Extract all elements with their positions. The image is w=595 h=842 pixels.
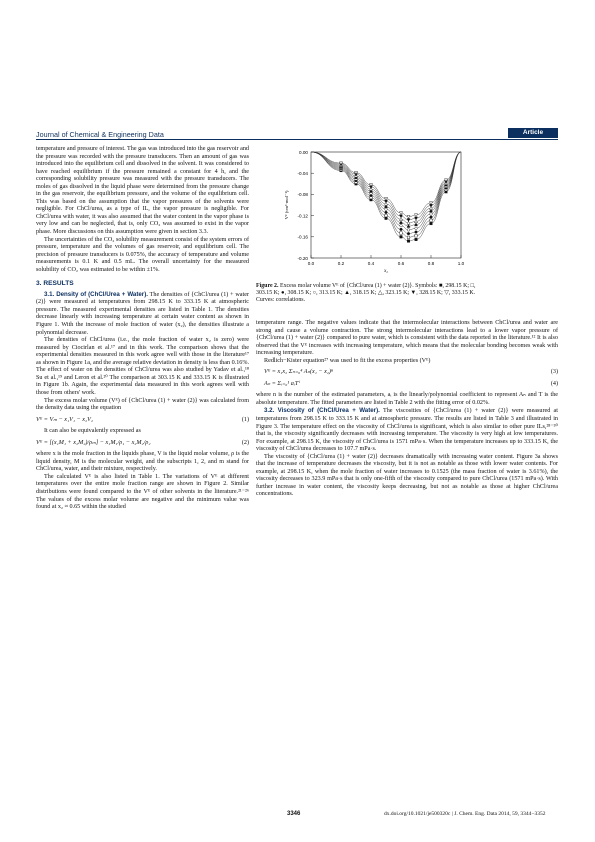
y-tick-label: 0.00	[299, 149, 308, 155]
equation-3	[256, 369, 558, 377]
caption-label: Figure 2.	[256, 283, 279, 289]
x-axis-label: x₂	[384, 269, 388, 274]
subsection-heading: 3.1. Density of (ChCl/Urea + Water).	[44, 290, 148, 298]
data-point	[385, 211, 388, 214]
data-point	[415, 234, 418, 237]
equation-text: Vᴱ = [(x₁M₁ + x₂M₂)/ρₘ] − x₁M₁/ρ₁ − x₂M₂/ρ₂	[36, 439, 151, 446]
data-point	[430, 222, 433, 225]
paragraph: The densities of ChCl/urea (i.e., the mole fraction of water x₂ is zero) were measured by Ciocirlan et al.¹⁷ and in this work. The comparison shows that the experimental densities measured in this work agree well with those in the literature¹⁷ as shown in Figure 1a, and the average relative deviation in density is less than 0.16%. The effect of water on the densities of ChCl/urea was also studied by Yadav et al.,¹⁸ Su et al.,¹⁹ and Leron et al.²⁰ The comparison at 303.15 K and 333.15 K is illustrated in Figure 1b. Again, the experimental data measured in this work agrees well with those from others' work.	[36, 337, 249, 396]
equation-text: Aₙ = Σᵢ₌₀¹ aᵢTⁱ	[264, 380, 300, 387]
y-tick-label: -0.12	[297, 213, 308, 219]
x-tick-label: 0.6	[397, 261, 405, 266]
data-point	[400, 228, 403, 231]
x-tick-label: 0.2	[337, 261, 345, 266]
paragraph: Redlich−Kister equation²⁷ was used to fit the excess properties (Vᴱ)	[264, 357, 431, 364]
paragraph: The calculated Vᴱ is also listed in Table 1. The variations of Vᴱ at different temperatures over the entire mole fraction range are shown in Figure 2. Similar distributions were found compared to the Vᴱ of other solvents in the literature.²¹⁻²⁶ The values of the excess molar volume are negative and the minimum value was found at x₂ ≈ 0.65 within the studied	[36, 473, 249, 511]
paragraph: temperature range. The negative values indicate that the intermolecular interactions between ChCl/urea and water are strong and cause a volume contraction. The strong intermolecular interactions lead to a lower vapor pressure of {ChCl/urea (1) + water (2)} compared to pure water, which is consistent with the data reported in the literature.¹² It is also observed that the Vᴱ increases with increasing temperature, which means that the molecular bonding becomes weak with increasing temperature.	[256, 320, 558, 357]
equation-2	[36, 440, 249, 448]
data-point	[400, 224, 403, 227]
header-rule	[36, 139, 558, 140]
series-curve	[311, 152, 461, 241]
data-point	[407, 240, 410, 243]
doi-footer: dx.doi.org/10.1021/je500320c | J. Chem. Eng. Data 2014, 59, 3344−3352	[384, 811, 546, 817]
paragraph-text: The viscosities of {ChCl/urea (1) + water (2)} were measured at temperatures from 298.15 K to 333.15 K and at atmospheric pressure. The results are listed in Table 3 and illustrated in Figure 3. The temperature effect on the viscosity of ChCl/urea is significant, which is also similar to other pure ILs,²⁸⁻³⁰ that is, the viscosity significantly decreases with increasing temperature. The viscosity is very high at low temperatures. For example, at 298.15 K, the viscosity of ChCl/urea is 1571 mPa·s. When the temperature increases up to 333.15 K, the viscosity of ChCl/urea decreases to 107.7 mPa·s.	[256, 408, 558, 453]
data-point	[415, 231, 418, 234]
data-point	[415, 238, 418, 241]
data-point	[385, 208, 388, 211]
paragraph: The viscosity of {ChCl/urea (1) + water (2)} decreases dramatically with increasing water content. Figure 3a shows that the increase of temperature decreases the viscosity, but it is not as notable as those with lower water contents. For example, at 298.15 K, when the mole fraction of water increases to 0.1525 (the mass fraction of water is 3.61%), the viscosity decreases to 323.9 mPa·s that is only one-fifth of the viscosity compared to pure ChCl/urea (1571 mPa·s). With further increase in water content, the viscosity keeps decreasing, but not as notable as those at higher ChCl/urea concentrations.	[256, 453, 558, 498]
equation-1	[36, 417, 249, 425]
equation-number: (2)	[241, 439, 249, 446]
data-point	[407, 236, 410, 239]
data-point	[407, 232, 410, 235]
equation-number: (1)	[241, 416, 249, 423]
data-point	[385, 214, 388, 217]
paragraph-text: The densities of {ChCl/urea (1) + water (2)} were measured at temperatures from 298.15 K to 333.15 K at atmospheric pressure. The measured experimental densities are listed in Table 1. The densities decrease linearly with increasing temperature at certain water content as shown in Figure 1. With the increase of mole fraction of water (x₂), the densities illustrate a polynomial decrease.	[36, 291, 249, 336]
caption-text: Excess molar volume Vᴱ of {ChCl/urea (1) + water (2)}. Symbols: ■, 298.15 K; □, 303.15 K; ●, 308.15 K; ○, 313.15 K; ▲, 318.15 K; △, 323.15 K; ▼, 328.15 K; ▽, 333.15 K. Curves: correlations.	[256, 283, 476, 304]
figure-caption	[256, 283, 486, 305]
data-point	[407, 215, 410, 218]
journal-title: Journal of Chemical & Engineering Data	[36, 130, 164, 139]
paragraph: The uncertainties of the CO₂ solubility measurement consist of the system errors of pressure, temperature and the volumes of gas reservoir, and equilibrium cell. The precision of pressure transducers is 0.075%, the accuracy of temperature and volume measurements is 0.1 K and 0.5 mL. The overall uncertainty for the measured solubility of CO₂ was estimated to be within ±1%.	[36, 236, 249, 273]
paragraph	[36, 291, 249, 337]
y-tick-label: -0.20	[297, 255, 308, 261]
equation-number: (4)	[550, 380, 558, 387]
equation-text: Vᴱ = x₁x₂ Σₙ₌₀⁴ Aₙ(x₁ − x₂)ⁿ	[264, 369, 333, 376]
excess-volume-chart	[281, 146, 469, 278]
page-number: 3346	[287, 811, 301, 817]
subsection-heading: 3.2. Viscosity of (ChCl/Urea + Water).	[264, 407, 380, 415]
y-tick-label: -0.08	[297, 192, 308, 198]
equation-text: Vᴱ = Vₘ − x₁V₁ − x₂V₂	[36, 416, 93, 423]
y-tick-label: -0.04	[297, 171, 308, 176]
series-curve	[311, 152, 461, 234]
data-point	[400, 236, 403, 239]
x-tick-label: 0.0	[307, 261, 315, 266]
article-badge: Article	[508, 128, 558, 138]
data-point	[407, 219, 410, 222]
data-point	[407, 229, 410, 232]
paragraph: The excess molar volume (Vᴱ) of {ChCl/urea (1) + water (2)} was calculated from the density data using the equation	[36, 397, 249, 412]
data-point	[385, 217, 388, 220]
data-point	[430, 216, 433, 219]
paragraph: It can also be equivalently expressed as	[44, 428, 141, 435]
data-point	[430, 213, 433, 216]
paragraph: temperature and pressure of interest. The gas was introduced into the gas reservoir and the pressure was recorded with the pressure transducers. Then an amount of gas was introduced into the equilibrium cell and dissolved in the solvent. It was considered to have reached equilibrium if the pressure remained a constant for 4 h, and the corresponding solubility pressure was measured with the pressure transducers. The moles of gas dissolved in the liquid phase were determined from the pressure change in the gas reservoir, the equilibrium pressure, and the volume of the equilibrium cell. This was based on the assumption that the vapor pressures of the solvents were negligible. For ChCl/urea, as a type of IL, the vapor pressure is negligible. For ChCl/urea with water, it was also assumed that the water content in the vapor phase is very low and can be neglected, that is, only CO₂ was assumed to exist in the vapor phase. More discussions on this assumption were given in section 3.3.	[36, 146, 249, 236]
paragraph: where n is the number of the estimated parameters, aᵢ is the linearly/polynomial coefficient to represent Aₙ and T is the absolute temperature. The fitted parameters are listed in Table 2 with the fitting error of 0.02%.	[256, 392, 558, 406]
left-column	[36, 146, 249, 512]
paragraph	[256, 407, 558, 453]
y-axis-label: Vᴱ (cm³·mol⁻¹)	[284, 190, 289, 220]
data-point	[400, 232, 403, 235]
data-point	[415, 227, 418, 230]
paragraph: where x is the mole fraction in the liquids phase, V is the liquid molar volume, ρ is the liquid density, M is the molecular weight, and the subscripts 1, 2, and m stand for ChCl/urea, water, and their mixture, respectively.	[36, 451, 249, 473]
y-tick-label: -0.16	[297, 234, 308, 240]
equation-number: (3)	[550, 369, 558, 376]
x-tick-label: 0.8	[427, 261, 435, 266]
x-tick-label: 1.0	[457, 261, 465, 266]
right-column	[256, 320, 558, 499]
section-heading: 3. RESULTS	[36, 280, 74, 288]
x-tick-label: 0.4	[367, 261, 375, 266]
equation-4	[256, 381, 558, 389]
data-point	[430, 219, 433, 222]
